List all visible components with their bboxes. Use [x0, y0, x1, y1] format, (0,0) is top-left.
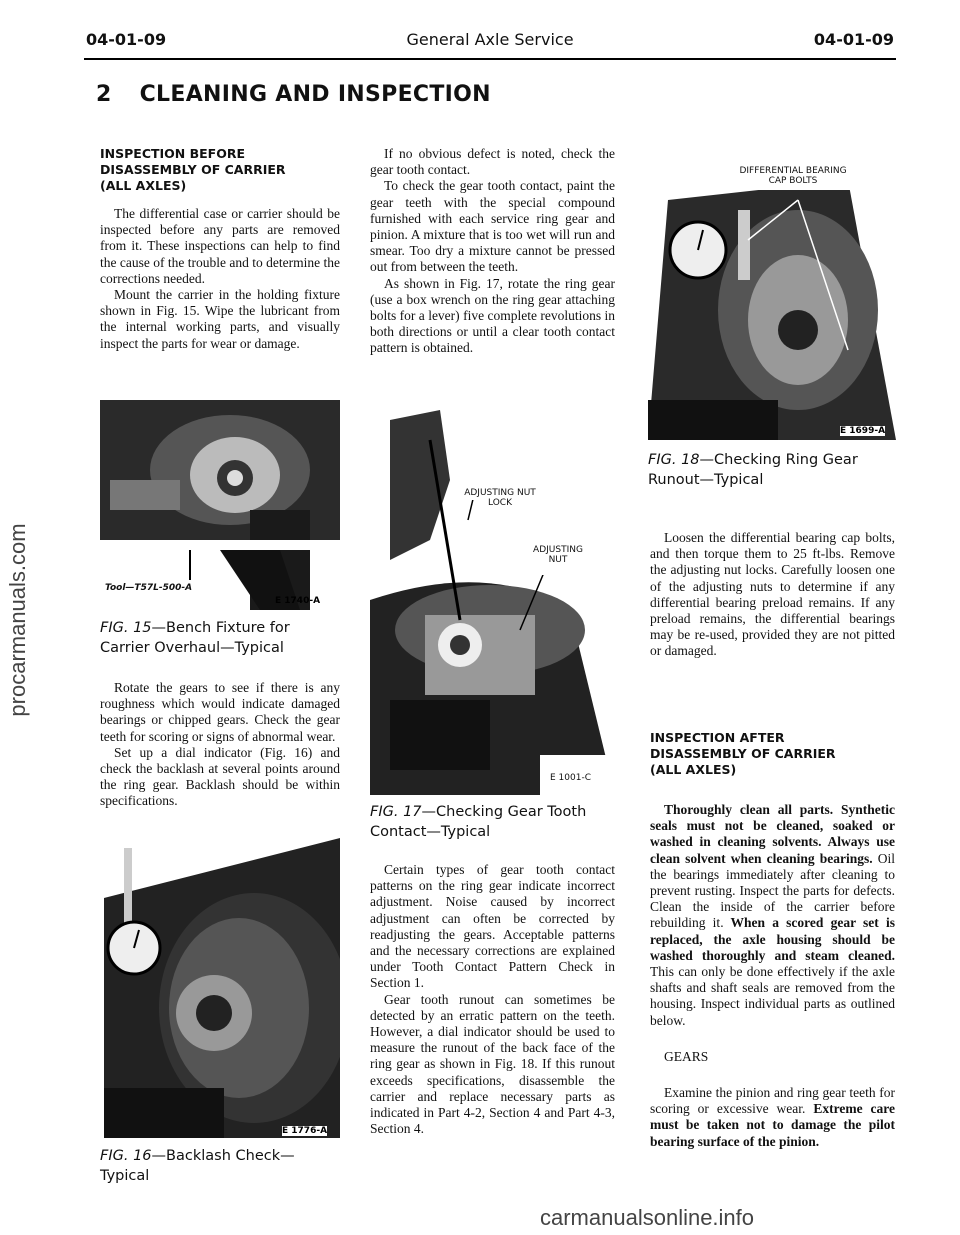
paragraph: Examine the pinion and ring gear teeth for scoring or excessive wear. Extreme care must be taken not to damage the pilot bearing surface of the pinion.	[650, 1085, 895, 1149]
paragraph: To check the gear tooth contact, paint the gear teeth with the special compound furnished with each service ring gear and pinion. A mixture that is too wet will run and smear. Too dry a mixture cannot be pressed out from between the teeth.	[370, 178, 615, 275]
figure-16-photo	[104, 838, 340, 1138]
figure-15-photo	[100, 400, 340, 610]
paragraph: The differential case or carrier should be inspected before any parts are removed from it. These inspections can help to find the cause of the trouble and to determine the corrections needed.	[100, 206, 340, 286]
header-rule	[84, 58, 896, 60]
heading-before-disassembly: INSPECTION BEFORE DISASSEMBLY OF CARRIER (ALL AXLES)	[100, 146, 286, 193]
section-heading	[96, 82, 491, 107]
header-title: General Axle Service	[406, 30, 574, 49]
figure-18-photo	[648, 160, 896, 440]
bottom-watermark: carmanualsonline.info	[540, 1205, 755, 1230]
section-title: CLEANING AND INSPECTION	[139, 82, 491, 107]
paragraph: Loosen the differential bearing cap bolts, and then torque them to 25 ft-lbs. Remove the adjusting nut locks. Carefully loosen one of the adjusting nuts to determine if any differential bearing preload remains. If any preload remains, the differential bearings may be re-used, provided they are not pitted or damaged.	[650, 530, 895, 659]
fig17-caption: FIG. 17—Checking Gear Tooth Contact—Typical	[370, 804, 587, 840]
side-watermark: procarmanuals.com	[5, 523, 30, 717]
subheading-gears: GEARS	[664, 1048, 709, 1064]
fig16-caption: FIG. 16—Backlash Check—Typical	[100, 1148, 295, 1184]
header-page-number-right: 04-01-09	[813, 30, 894, 49]
column-2b	[370, 862, 615, 1137]
fig16-code: E 1776-A	[282, 1126, 328, 1136]
page-header	[86, 30, 894, 56]
fig18-label-cap-bolts: DIFFERENTIAL BEARING CAP BOLTS	[739, 166, 847, 186]
fig15-caption: FIG. 15—Bench Fixture for Carrier Overhaul—Typical	[100, 620, 290, 656]
fig17-label-adjusting-nut: ADJUSTING NUT	[533, 545, 583, 565]
figure-17-photo	[370, 400, 615, 795]
fig17-label-adjusting-nut-lock: ADJUSTING NUT LOCK	[464, 488, 536, 508]
paragraph: If no obvious defect is noted, check the gear tooth contact.	[370, 146, 615, 178]
column-1	[100, 146, 340, 352]
fig15-tool-label: Tool—T57L-500-A	[105, 583, 193, 593]
header-page-number-left: 04-01-09	[86, 30, 167, 49]
paragraph: Gear tooth runout can sometimes be detected by an erratic pattern on the teeth. However, a dial indicator should be used to measure the runout of the back face of the ring gear as shown in Fig. 18. If this runout exceeds specifications, disassemble the carrier and replace necessary parts as indicated in Part 4-2, Section 4 and Part 4-3, Section 4.	[370, 991, 615, 1137]
section-number: 2	[96, 82, 112, 107]
fig18-code: E 1699-A	[840, 426, 886, 436]
column-3	[650, 530, 895, 660]
paragraph: Set up a dial indicator (Fig. 16) and check the backlash at several points around the ring gear. Backlash should be within specifications.	[100, 744, 340, 809]
paragraph: Rotate the gears to see if there is any roughness which would indicate damaged bearings or chipped gears. Check the gear teeth for scoring or signs of abnormal wear.	[100, 680, 340, 744]
column-2	[370, 146, 615, 357]
column-3b	[650, 730, 895, 1150]
column-1b	[100, 680, 340, 810]
paragraph: Thoroughly clean all parts. Synthetic seals must not be cleaned, soaked or washed in cleaning solvents. Always use clean solvent when cleaning bearings. Oil the bearings immediately after cleaning to prevent rusting. Inspect the parts for defects. Clean the inside of the carrier before rebuilding it. When a scored gear set is replaced, the axle housing should be washed thoroughly and steam cleaned. This can only be done effectively if the axle shafts and shaft seals are removed from the housing. Inspect individual parts as outlined below.	[650, 802, 896, 1028]
fig15-code: E 1740-A	[275, 596, 321, 606]
fig17-code: E 1001-C	[550, 773, 591, 783]
paragraph: Mount the carrier in the holding fixture shown in Fig. 15. Wipe the lubricant from the internal working parts, and visually inspect the parts for wear or damage.	[100, 287, 340, 351]
heading-after-disassembly: INSPECTION AFTER DISASSEMBLY OF CARRIER (ALL AXLES)	[650, 730, 836, 777]
paragraph: As shown in Fig. 17, rotate the ring gear (use a box wrench on the ring gear attaching bolts for a lever) five complete revolutions in both directions or until a clear tooth contact pattern is obtained.	[370, 275, 615, 356]
paragraph: Certain types of gear tooth contact patterns on the ring gear indicate incorrect adjustment. Noise caused by incorrect adjustment can often be corrected by readjusting the gears. Acceptable patterns and the necessary corrections are explained under Tooth Contact Pattern Check in Section 1.	[370, 862, 615, 991]
fig18-caption: FIG. 18—Checking Ring Gear Runout—Typical	[648, 452, 858, 488]
